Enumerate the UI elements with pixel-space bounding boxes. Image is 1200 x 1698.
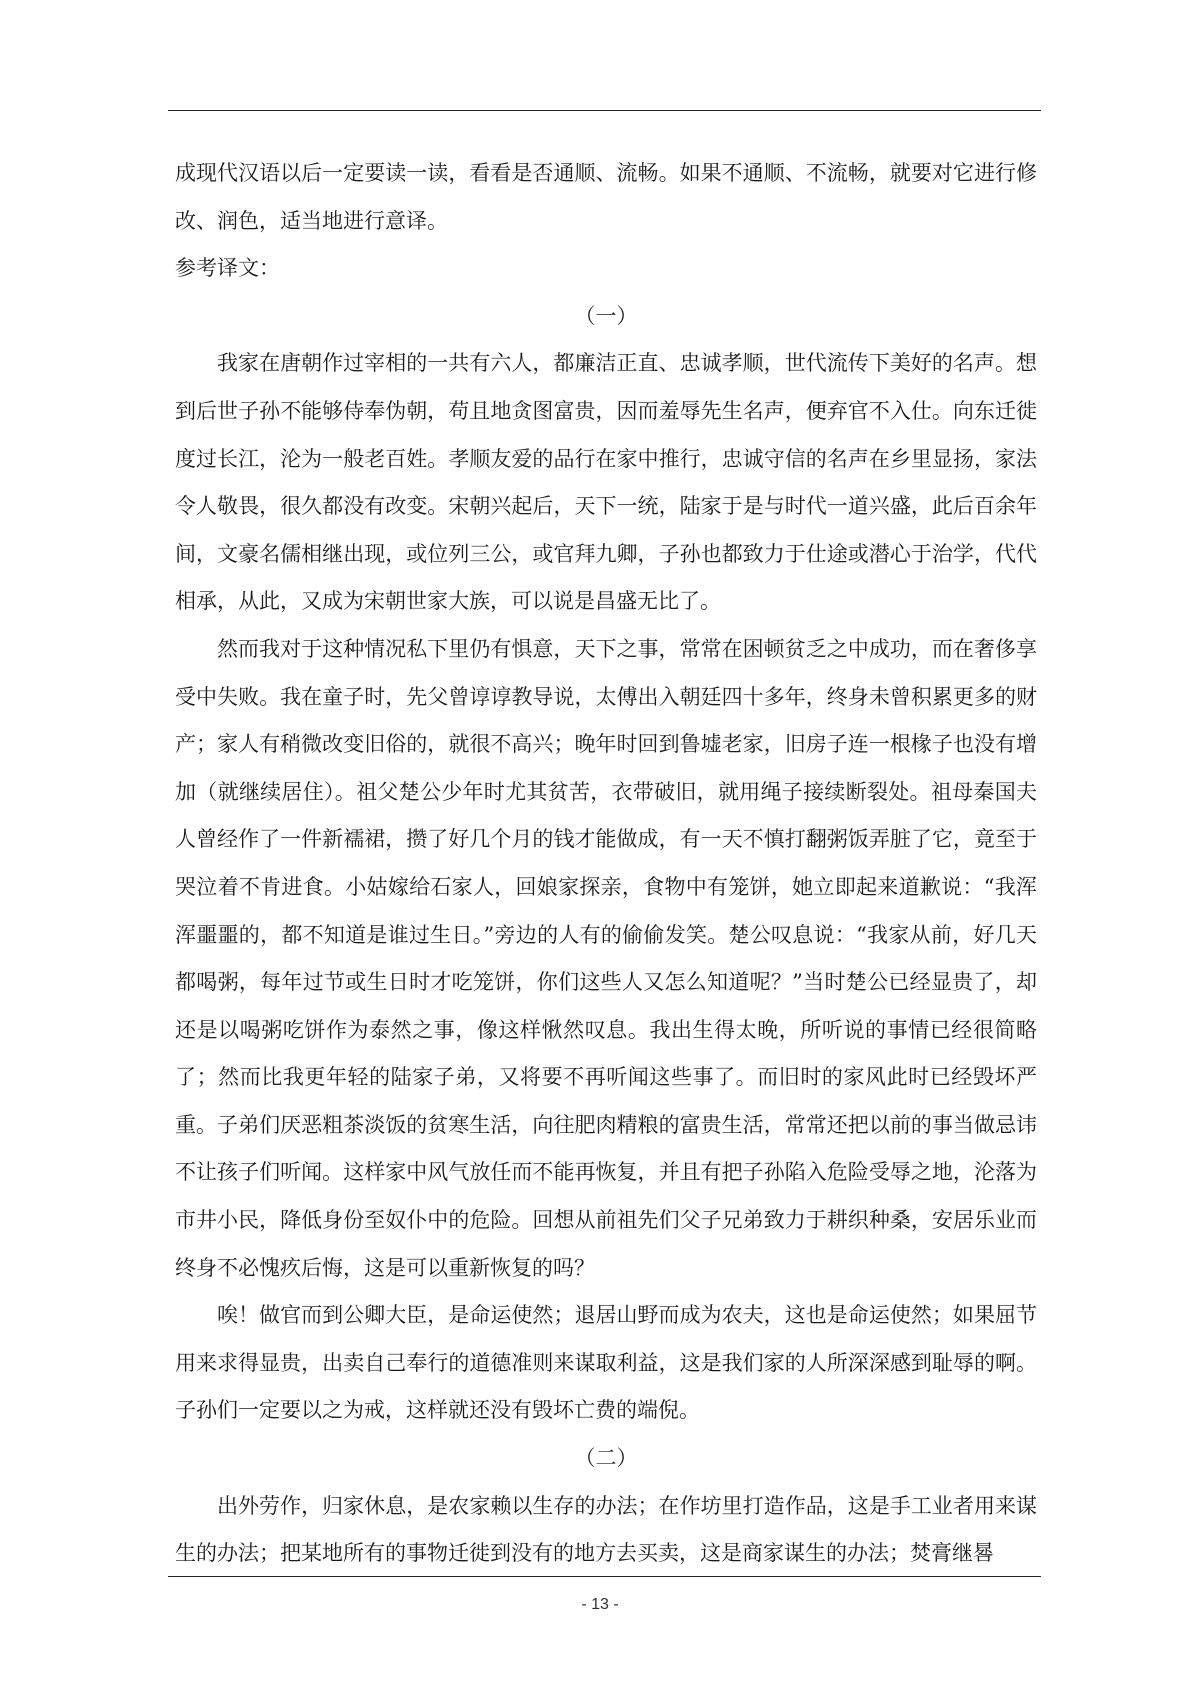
document-body [175, 150, 1037, 1578]
section-one-paragraph-1: 我家在唐朝作过宰相的一共有六人，都廉洁正直、忠诚孝顺，世代流传下美好的名声。想到后世子孙不能够侍奉伪朝，苟且地贪图富贵，因而羞辱先生名声，便弃官不入仕。向东迁徙度过长江，沦为一般老百姓。孝顺友爱的品行在家中推行，忠诚守信的名声在乡里显扬，家法令人敬畏，很久都没有改变。宋朝兴起后，天下一统，陆家于是与时代一道兴盛，此后百余年间，文豪名儒相继出现，或位列三公，或官拜九卿，子孙也都致力于仕途或潜心于治学，代代相承，从此，又成为宋朝世家大族，可以说是昌盛无比了。 [175, 351, 1037, 614]
section-one-paragraph-2: 然而我对于这种情况私下里仍有惧意，天下之事，常常在困顿贫乏之中成功，而在奢侈享受中失败。我在童子时，先父曾谆谆教导说，太傅出入朝廷四十多年，终身未曾积累更多的财产；家人有稍微改变旧俗的，就很不高兴；晚年时回到鲁墟老家，旧房子连一根椽子也没有增加（就继续居住）。祖父楚公少年时尤其贫苦，衣带破旧，就用绳子接续断裂处。祖母秦国夫人曾经作了一件新襦裙，攒了好几个月的钱才能做成，有一天不慎打翻粥饭弄脏了它，竟至于哭泣着不肯进食。小姑嫁给石家人，回娘家探亲，食物中有笼饼，她立即起来道歉说：“我浑浑噩噩的，都不知道是谁过生日。”旁边的人有的偷偷发笑。楚公叹息说：“我家从前，好几天都喝粥，每年过节或生日时才吃笼饼，你们这些人又怎么知道呢？”当时楚公已经显贵了，却还是以喝粥吃饼作为泰然之事，像这样愀然叹息。我出生得太晚，所听说的事情已经很简略了；然而比我更年轻的陆家子弟，又将要不再听闻这些事了。而旧时的家风此时已经毁坏严重。子弟们厌恶粗茶淡饭的贫寒生活，向往肥肉精粮的富贵生活，常常还把以前的事当做忌讳不让孩子们听闻。这样家中风气放任而不能再恢复，并且有把子孙陷入危险受辱之地，沦落为市井小民，降低身份至奴仆中的危险。回想从前祖先们父子兄弟致力于耕织种桑，安居乐业而终身不必愧疚后悔，这是可以重新恢复的吗？ [175, 636, 1037, 1280]
header-rule [168, 110, 1041, 111]
section-one-heading: （一） [574, 303, 638, 328]
footer-rule [168, 1576, 1041, 1577]
reference-translation-heading: 参考译文： [175, 256, 280, 281]
section-two-paragraph-1: 出外劳作，归家休息，是农家赖以生存的办法；在作坊里打造作品，这是手工业者用来谋生的办法；把某地所有的事物迁徙到没有的地方去买卖，这是商家谋生的办法；焚膏继晷 [175, 1493, 1037, 1566]
section-one-paragraph-3: 唉！做官而到公卿大臣，是命运使然；退居山野而成为农夫，这也是命运使然；如果屈节用来求得显贵，出卖自己奉行的道德准则来谋取利益，这是我们家的人所深深感到耻辱的啊。子孙们一定要以之为戒，这样就还没有毁坏亡费的端倪。 [175, 1303, 1037, 1423]
page-number: - 13 - [581, 1596, 619, 1613]
section-two-heading: （二） [574, 1446, 638, 1471]
intro-paragraph: 成现代汉语以后一定要读一读，看看是否通顺、流畅。如果不通顺、不流畅，就要对它进行修改、润色，适当地进行意译。 [175, 161, 1037, 233]
